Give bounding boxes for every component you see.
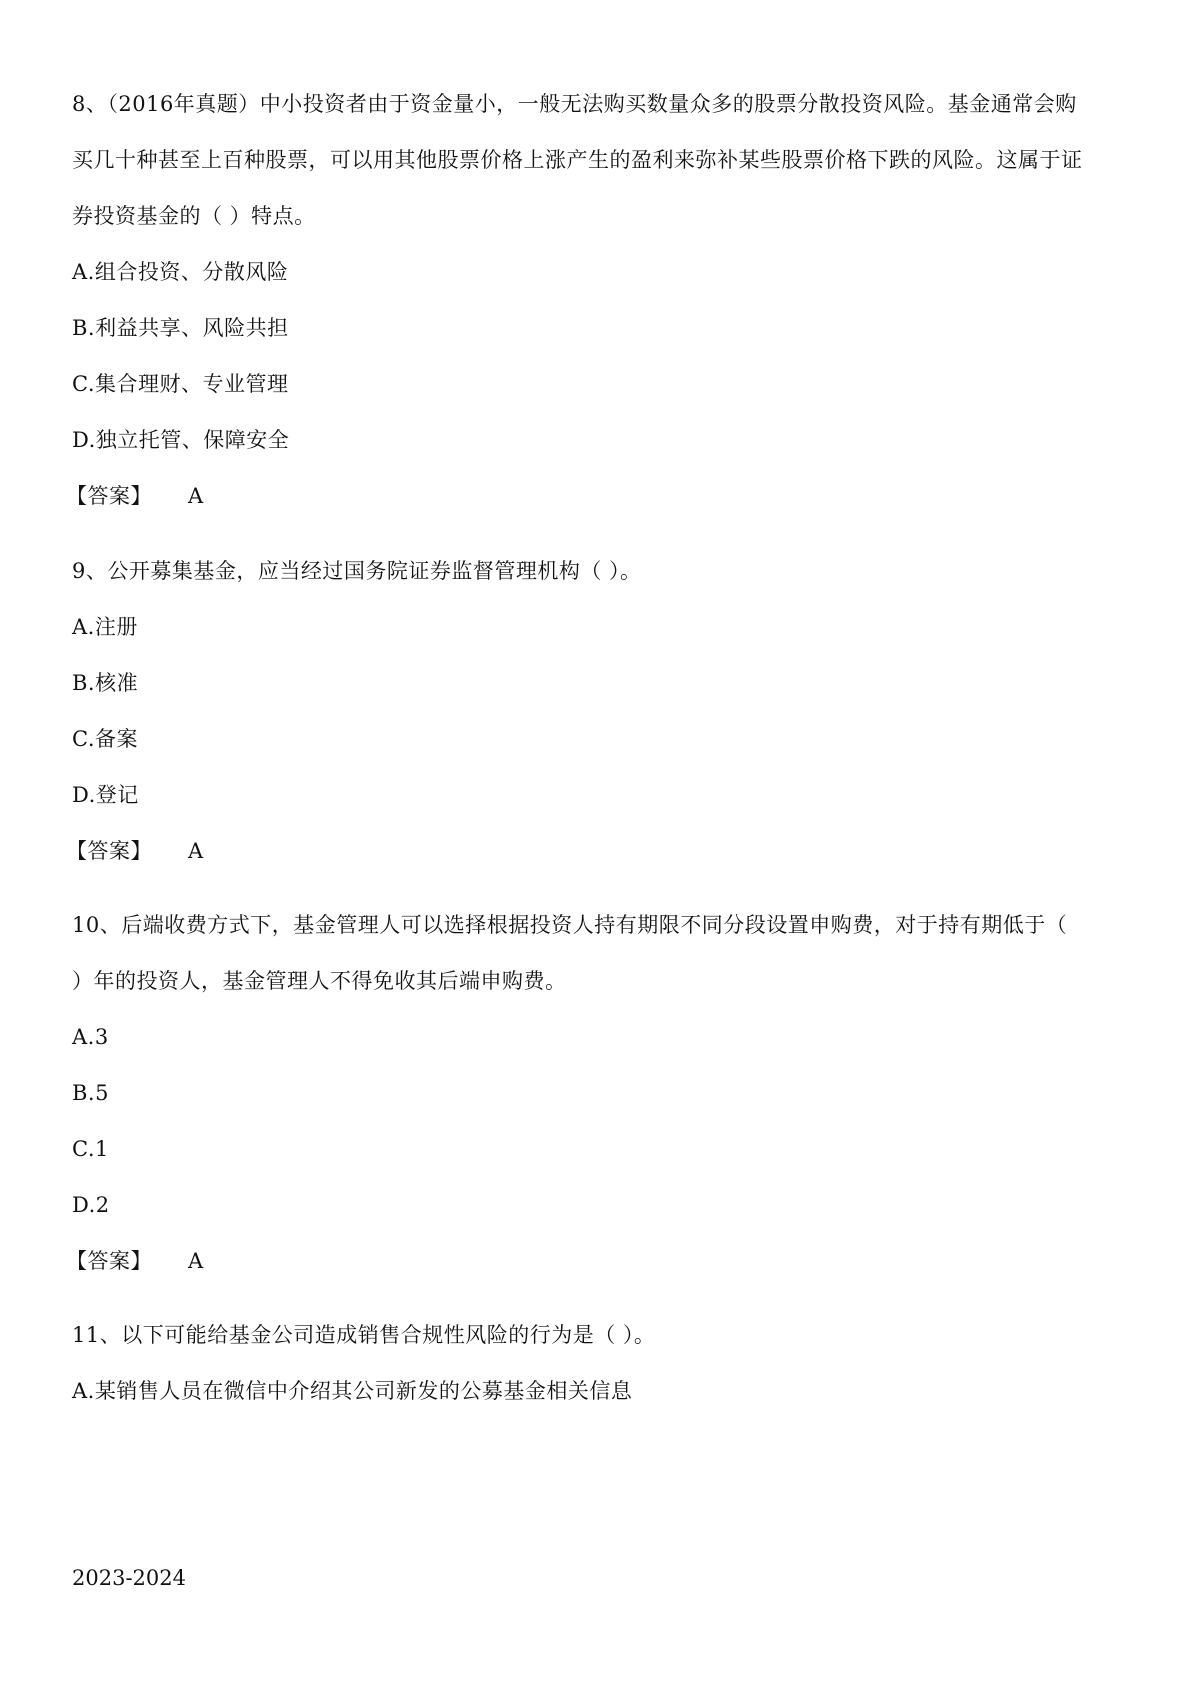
answer-label: 【答案】 bbox=[66, 484, 152, 508]
question-10-stem-line-2: ）年的投资人，基金管理人不得免收其后端申购费。 bbox=[72, 969, 567, 993]
question-11-option-a: A.某销售人员在微信中介绍其公司新发的公募基金相关信息 bbox=[72, 1379, 633, 1403]
question-10-option-b: B.5 bbox=[72, 1081, 109, 1105]
question-8-stem-line-2: 买几十种甚至上百种股票，可以用其他股票价格上涨产生的盈利来弥补某些股票价格下跌的风险。这属于证 bbox=[72, 148, 1083, 172]
question-9-option-b: B.核准 bbox=[72, 671, 139, 695]
question-8-stem-line-3: 券投资基金的（ ）特点。 bbox=[72, 204, 316, 228]
question-11-stem-line-1: 11、以下可能给基金公司造成销售合规性风险的行为是（ ）。 bbox=[72, 1323, 656, 1347]
question-10-option-c: C.1 bbox=[72, 1137, 109, 1161]
question-9-option-a: A.注册 bbox=[72, 615, 138, 639]
question-8-option-b: B.利益共享、风险共担 bbox=[72, 316, 289, 340]
question-8-option-d: D.独立托管、保障安全 bbox=[72, 428, 290, 452]
page-footer-year: 2023-2024 bbox=[72, 1566, 186, 1590]
question-8-stem-line-1: 8、（2016年真题）中小投资者由于资金量小，一般无法购买数量众多的股票分散投资风险。基金通常会购 bbox=[72, 92, 1077, 116]
question-10-answer bbox=[66, 1246, 204, 1276]
question-10-stem-line-1: 10、后端收费方式下，基金管理人可以选择根据投资人持有期限不同分段设置申购费，对于持有期低于（ bbox=[72, 913, 1068, 937]
question-10-option-d: D.2 bbox=[72, 1193, 110, 1217]
answer-value: A bbox=[188, 1249, 204, 1273]
question-8-option-a: A.组合投资、分散风险 bbox=[72, 260, 289, 284]
question-9-option-d: D.登记 bbox=[72, 783, 139, 807]
question-10-option-a: A.3 bbox=[72, 1025, 109, 1049]
question-9-answer bbox=[66, 836, 204, 866]
answer-label: 【答案】 bbox=[66, 1249, 152, 1273]
question-8-answer bbox=[66, 481, 204, 511]
answer-value: A bbox=[188, 484, 204, 508]
answer-label: 【答案】 bbox=[66, 839, 152, 863]
question-8-option-c: C.集合理财、专业管理 bbox=[72, 372, 289, 396]
question-9-option-c: C.备案 bbox=[72, 727, 138, 751]
question-9-stem-line-1: 9、公开募集基金，应当经过国务院证券监督管理机构（ ）。 bbox=[72, 559, 642, 583]
answer-value: A bbox=[188, 839, 204, 863]
